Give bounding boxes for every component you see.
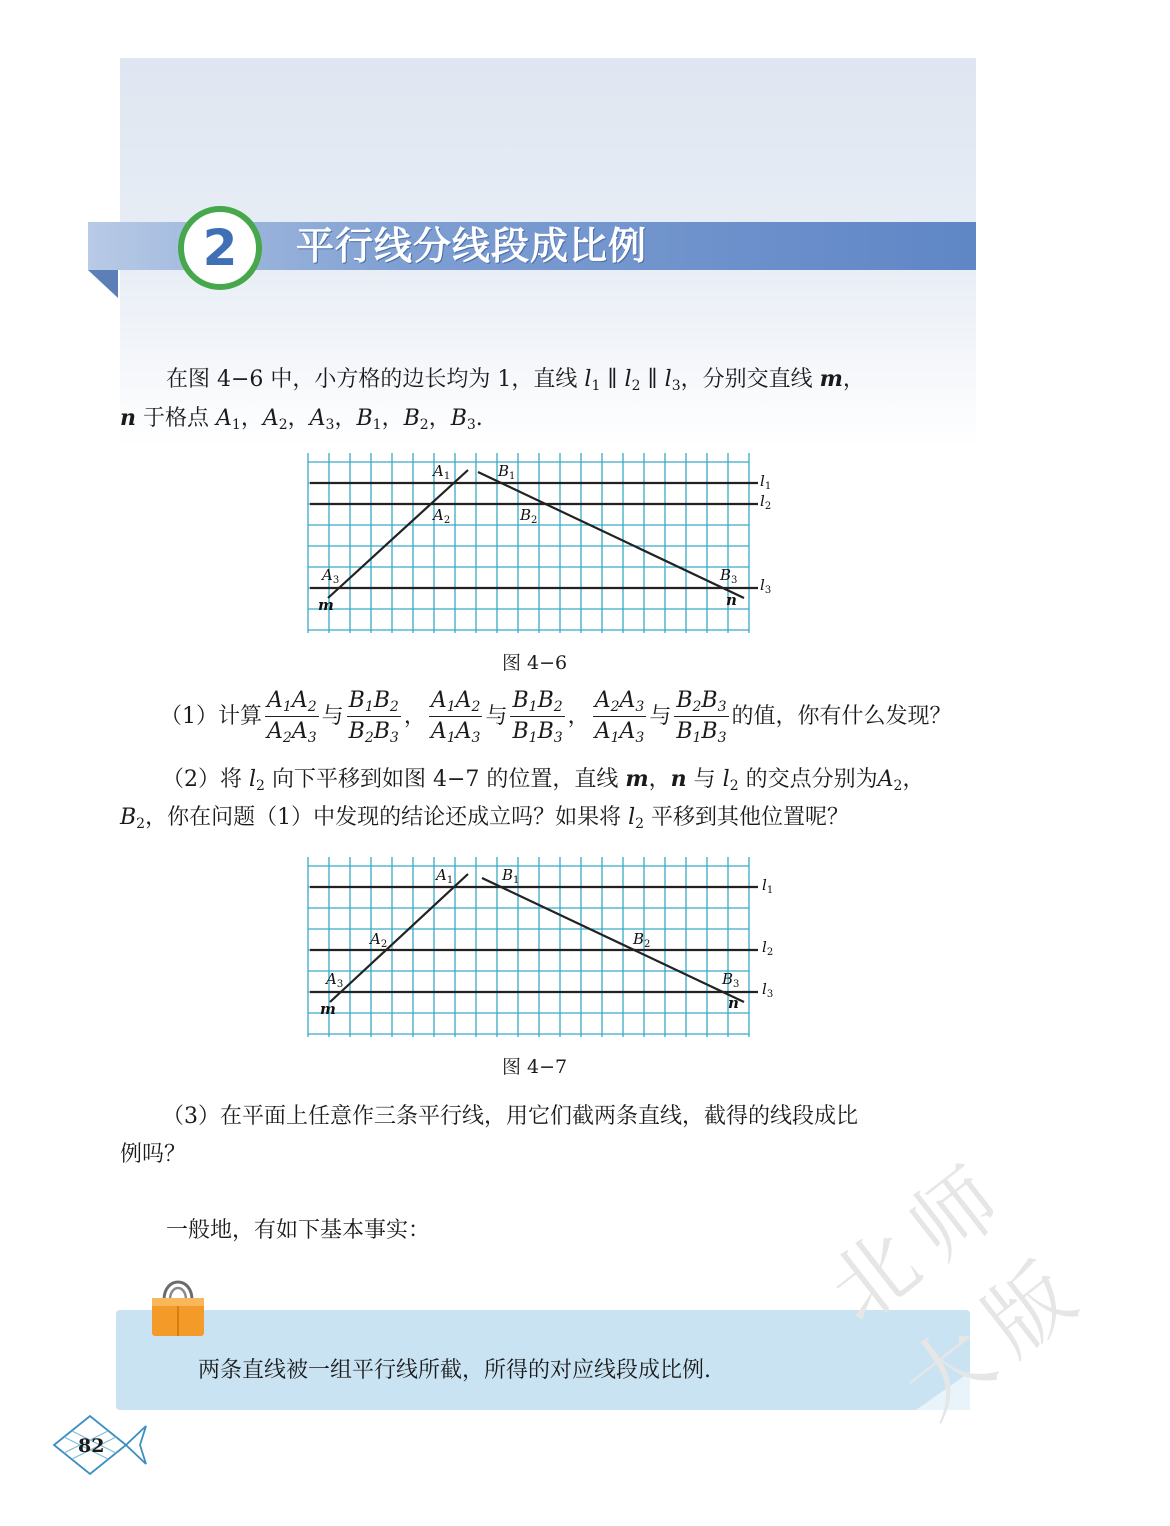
punct: ， bbox=[287, 406, 310, 431]
q2-text: （2）将 bbox=[162, 767, 249, 792]
sub: 3 bbox=[466, 417, 476, 433]
watermark: 北师大版 bbox=[811, 1138, 1107, 1437]
parallel-sign: ∥ bbox=[640, 367, 665, 392]
sub: 1 bbox=[231, 417, 241, 433]
var-A: A bbox=[262, 406, 279, 431]
question-1 bbox=[160, 686, 980, 747]
q2-text: ，你在问题（1）中发现的结论还成立吗？如果将 bbox=[145, 805, 629, 830]
label-B2: $B_2$ bbox=[520, 506, 538, 526]
intro-paragraph bbox=[120, 360, 980, 438]
var-A: A bbox=[877, 767, 894, 792]
section-title-band-fold bbox=[88, 270, 118, 298]
figure-caption: 图 4−6 bbox=[502, 652, 568, 674]
question-2 bbox=[120, 760, 980, 837]
label-B1: $B_1$ bbox=[498, 462, 516, 482]
q3-line-2: 例吗？ bbox=[120, 1142, 187, 1167]
label-A1: $A_1$ bbox=[433, 462, 451, 482]
fraction: $\frac{B_1B_2}{B_2B_3}$ bbox=[348, 688, 399, 746]
question-3 bbox=[120, 1098, 980, 1174]
intro-text: 在图 4−6 中，小方格的边长均为 1，直线 bbox=[166, 367, 585, 392]
sub: 3 bbox=[671, 378, 681, 394]
fraction: $\frac{A_2A_3}{A_1A_3}$ bbox=[594, 688, 645, 746]
punct: ， bbox=[240, 406, 263, 431]
fraction: $\frac{A_1A_2}{A_1A_3}$ bbox=[430, 688, 481, 746]
var-l: l bbox=[624, 367, 632, 392]
label-A3: $A_3$ bbox=[322, 566, 340, 586]
label-l1: $l_1$ bbox=[762, 876, 774, 896]
section-number-badge bbox=[178, 206, 262, 290]
sub: 2 bbox=[893, 778, 903, 794]
sub: 2 bbox=[278, 417, 288, 433]
q2-text: 向下平移到如图 4−7 的位置，直线 bbox=[264, 767, 626, 792]
label-B3: $B_3$ bbox=[722, 970, 740, 990]
var-l: l bbox=[249, 767, 257, 792]
label-n: n bbox=[728, 994, 739, 1012]
line-m bbox=[328, 470, 468, 598]
label-l2: $l_2$ bbox=[760, 492, 772, 512]
q3-line-1: （3）在平面上任意作三条平行线，用它们截两条直线，截得的线段成比 bbox=[162, 1104, 858, 1129]
figure-4-7 bbox=[300, 852, 790, 1042]
label-A2: $A_2$ bbox=[433, 506, 451, 526]
sub: 2 bbox=[136, 816, 146, 832]
var-B: B bbox=[403, 406, 420, 431]
label-n: n bbox=[726, 591, 737, 609]
sub: 2 bbox=[631, 378, 641, 394]
q1-text: 与 bbox=[649, 703, 672, 729]
section-title: 平行线分线段成比例 bbox=[296, 224, 648, 268]
label-A2: $A_2$ bbox=[370, 930, 388, 950]
section-number: 2 bbox=[202, 219, 238, 277]
sub: 2 bbox=[635, 816, 645, 832]
punct: ， bbox=[334, 406, 357, 431]
var-l: l bbox=[584, 367, 592, 392]
label-l3: $l_3$ bbox=[762, 980, 774, 1000]
q2-text: 与 bbox=[686, 767, 723, 792]
general-statement: 一般地，有如下基本事实： bbox=[166, 1218, 431, 1243]
var-m: m bbox=[819, 366, 843, 392]
var-B: B bbox=[120, 805, 137, 830]
page-number: 82 bbox=[78, 1435, 105, 1457]
var-A: A bbox=[309, 406, 326, 431]
figure-caption: 图 4−7 bbox=[502, 1056, 568, 1078]
figure-4-6 bbox=[300, 448, 790, 638]
var-B: B bbox=[450, 406, 467, 431]
label-A3: $A_3$ bbox=[326, 970, 344, 990]
label-A1: $A_1$ bbox=[436, 866, 454, 886]
var-l: l bbox=[722, 767, 730, 792]
fraction: $\frac{B_2B_3}{B_1B_3}$ bbox=[676, 688, 727, 746]
label-l1: $l_1$ bbox=[760, 472, 772, 492]
parallel-sign: ∥ bbox=[600, 367, 625, 392]
q1-text: 的值，你有什么发现？ bbox=[731, 703, 952, 729]
punct: ， bbox=[428, 406, 451, 431]
label-l3: $l_3$ bbox=[760, 576, 772, 596]
fact-text: 两条直线被一组平行线所截，所得的对应线段成比例. bbox=[198, 1358, 711, 1383]
fraction: $\frac{A_1A_2}{A_2A_3}$ bbox=[267, 688, 317, 746]
punct: ， bbox=[842, 367, 865, 392]
sub: 1 bbox=[591, 378, 601, 394]
punct: ， bbox=[567, 703, 590, 729]
label-B1: $B_1$ bbox=[502, 866, 520, 886]
label-m: m bbox=[318, 596, 334, 614]
label-m: m bbox=[320, 1000, 336, 1018]
punct: ， bbox=[902, 767, 925, 792]
q1-text: 与 bbox=[485, 703, 508, 729]
fraction: $\frac{B_1B_2}{B_1B_3}$ bbox=[512, 688, 563, 746]
line-n bbox=[482, 878, 744, 1002]
var-l: l bbox=[628, 805, 636, 830]
grid bbox=[308, 453, 749, 633]
binder-clip-icon bbox=[146, 1272, 210, 1340]
q1-text: （1）计算 bbox=[160, 703, 262, 729]
punct: ， bbox=[403, 703, 426, 729]
var-A: A bbox=[216, 406, 232, 431]
sub: 1 bbox=[372, 417, 382, 433]
line-m bbox=[330, 874, 468, 1002]
punct: . bbox=[475, 406, 483, 431]
q2-text: 的交点分别为 bbox=[738, 767, 878, 792]
q1-text: 与 bbox=[321, 703, 344, 729]
punct: ， bbox=[381, 406, 404, 431]
q2-text: 平移到其他位置呢？ bbox=[644, 805, 850, 830]
sub: 2 bbox=[419, 417, 429, 433]
sub: 3 bbox=[325, 417, 335, 433]
label-B2: $B_2$ bbox=[633, 930, 651, 950]
punct: ， bbox=[648, 767, 671, 792]
var-m: m bbox=[625, 766, 649, 792]
intro-text: ，分别交直线 bbox=[680, 367, 820, 392]
var-n: n bbox=[120, 405, 136, 431]
sub: 2 bbox=[729, 778, 739, 794]
label-B3: $B_3$ bbox=[720, 566, 738, 586]
label-l2: $l_2$ bbox=[762, 938, 774, 958]
sub: 2 bbox=[256, 778, 265, 794]
var-n: n bbox=[670, 766, 687, 792]
var-l: l bbox=[664, 367, 672, 392]
intro-text: 于格点 bbox=[136, 406, 216, 431]
var-B: B bbox=[356, 406, 373, 431]
